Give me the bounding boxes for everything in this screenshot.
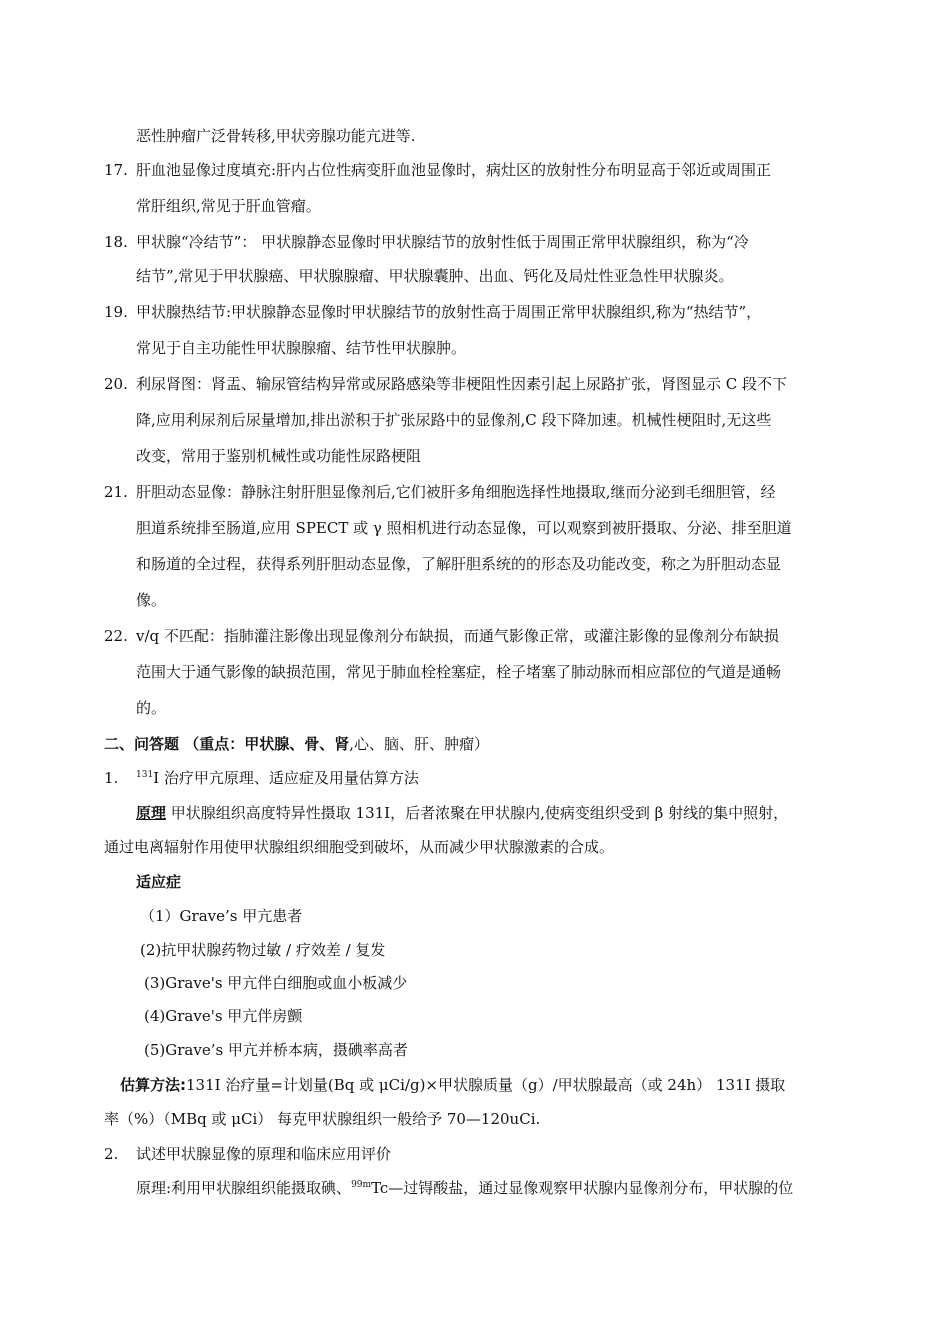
q1-superscript: 131 [136, 770, 154, 780]
item-22-line-1: v/q 不匹配：指肺灌注影像出现显像剂分布缺损，而通气影像正常，或灌注影像的显像剂分布缺损 [136, 627, 779, 645]
q2-principle-text-b: Tc—过锝酸盐，通过显像观察甲状腺内显像剂分布，甲状腺的位 [371, 1179, 794, 1197]
item-21-line-3: 和肠道的全过程，获得系列肝胆动态显像，了解肝胆系统的的形态及功能改变，称之为肝胆动态显 [136, 555, 782, 573]
section-2-title: 二、问答题 （重点：甲状腺、骨、肾 [104, 735, 350, 753]
q1-number: 1. [104, 769, 119, 787]
item-22-line-3: 的。 [136, 699, 167, 717]
q1-calc-line-1 [120, 1075, 785, 1095]
item-22-line-2: 范围大于通气影像的缺损范围，常见于肺血栓栓塞症，栓子堵塞了肺动脉而相应部位的气道是通畅 [136, 663, 782, 681]
item-21-line-4: 像。 [136, 591, 167, 609]
q1-calc-line-2: 率（%）（MBq 或 μCi） 每克甲状腺组织一般给予 70—120uCi. [104, 1110, 541, 1128]
q1-indication-1: （1）Grave’s 甲亢患者 [140, 907, 303, 925]
item-19-line-1: 甲状腺热结节:甲状腺静态显像时甲状腺结节的放射性高于周围正常甲状腺组织,称为“热结节”， [136, 303, 762, 321]
item-21-line-1: 肝胆动态显像：静脉注射肝胆显像剂后,它们被肝多角细胞选择性地摄取,继而分泌到毛细胆管，经 [136, 483, 776, 501]
q2-title: 试述甲状腺显像的原理和临床应用评价 [136, 1145, 392, 1163]
q1-indication-3: (3)Grave's 甲亢伴白细胞或血小板减少 [144, 974, 408, 992]
q2-superscript: 99m [351, 1180, 372, 1190]
q1-indication-4: (4)Grave's 甲亢伴房颤 [144, 1007, 303, 1025]
q1-title-text: I 治疗甲亢原理、适应症及用量估算方法 [153, 769, 419, 787]
item-17-number: 17. [104, 161, 128, 179]
item-19-number: 19. [104, 303, 128, 321]
q1-indication-5: (5)Grave’s 甲亢并桥本病，摄碘率高者 [144, 1041, 408, 1059]
q1-title [136, 768, 419, 788]
item-19-line-2: 常见于自主功能性甲状腺腺瘤、结节性甲状腺肿。 [136, 339, 467, 357]
q2-principle-line-1 [136, 1178, 793, 1198]
q2-principle-text-a: 原理:利用甲状腺组织能摄取碘、 [136, 1179, 352, 1197]
item-21-number: 21. [104, 483, 128, 501]
item-18-number: 18. [104, 233, 128, 251]
q1-indication-2: (2)抗甲状腺药物过敏 / 疗效差 / 复发 [140, 941, 386, 959]
item-22-number: 22. [104, 627, 128, 645]
item-17-line-2: 常肝组织,常见于肝血管瘤。 [136, 197, 321, 215]
item-16-continuation: 恶性肿瘤广泛骨转移,甲状旁腺功能亢进等. [136, 127, 416, 145]
q1-principle-line-2: 通过电离辐射作用使甲状腺组织细胞受到破坏，从而减少甲状腺激素的合成。 [104, 838, 615, 856]
q2-number: 2. [104, 1145, 119, 1163]
item-20-line-3: 改变，常用于鉴别机械性或功能性尿路梗阻 [136, 447, 422, 465]
q1-calc-formula: 131I 治疗量=计划量(Bq 或 μCi/g)×甲状腺质量（g）/甲状腺最高（或 24h） 131I 摄取 [186, 1076, 786, 1094]
item-18-line-2: 结节”,常见于甲状腺癌、甲状腺腺瘤、甲状腺囊肿、出血、钙化及局灶性亚急性甲状腺炎。 [136, 267, 734, 285]
q1-principle-text: 甲状腺组织高度特异性摄取 131I，后者浓聚在甲状腺内,使病变组织受到 β 射线的集中照射， [166, 804, 789, 822]
section-2-title-rest: ,心、脑、肝、肿瘤） [349, 735, 490, 753]
item-18-line-1: 甲状腺“冷结节”： 甲状腺静态显像时甲状腺结节的放射性低于周围正常甲状腺组织，称为“冷 [136, 233, 749, 251]
q1-principle-line-1 [136, 803, 788, 823]
item-20-line-1: 利尿肾图：肾盂、输尿管结构异常或尿路感染等非梗阻性因素引起上尿路扩张，肾图显示 C 段不下 [136, 375, 788, 393]
item-17-line-1: 肝血池显像过度填充:肝内占位性病变肝血池显像时，病灶区的放射性分布明显高于邻近或周围正 [136, 161, 772, 179]
q1-calc-label: 估算方法: [120, 1076, 186, 1094]
item-20-line-2: 降,应用利尿剂后尿量增加,排出淤积于扩张尿路中的显像剂,C 段下降加速。机械性梗阻时,无这些 [136, 411, 772, 429]
q1-principle-label: 原理 [136, 804, 167, 822]
q1-indication-label: 适应症 [136, 873, 182, 891]
item-20-number: 20. [104, 375, 128, 393]
section-2-heading [104, 734, 489, 754]
item-21-line-2: 胆道系统排至肠道,应用 SPECT 或 γ 照相机进行动态显像，可以观察到被肝摄取、分泌、排至胆道 [136, 519, 792, 537]
